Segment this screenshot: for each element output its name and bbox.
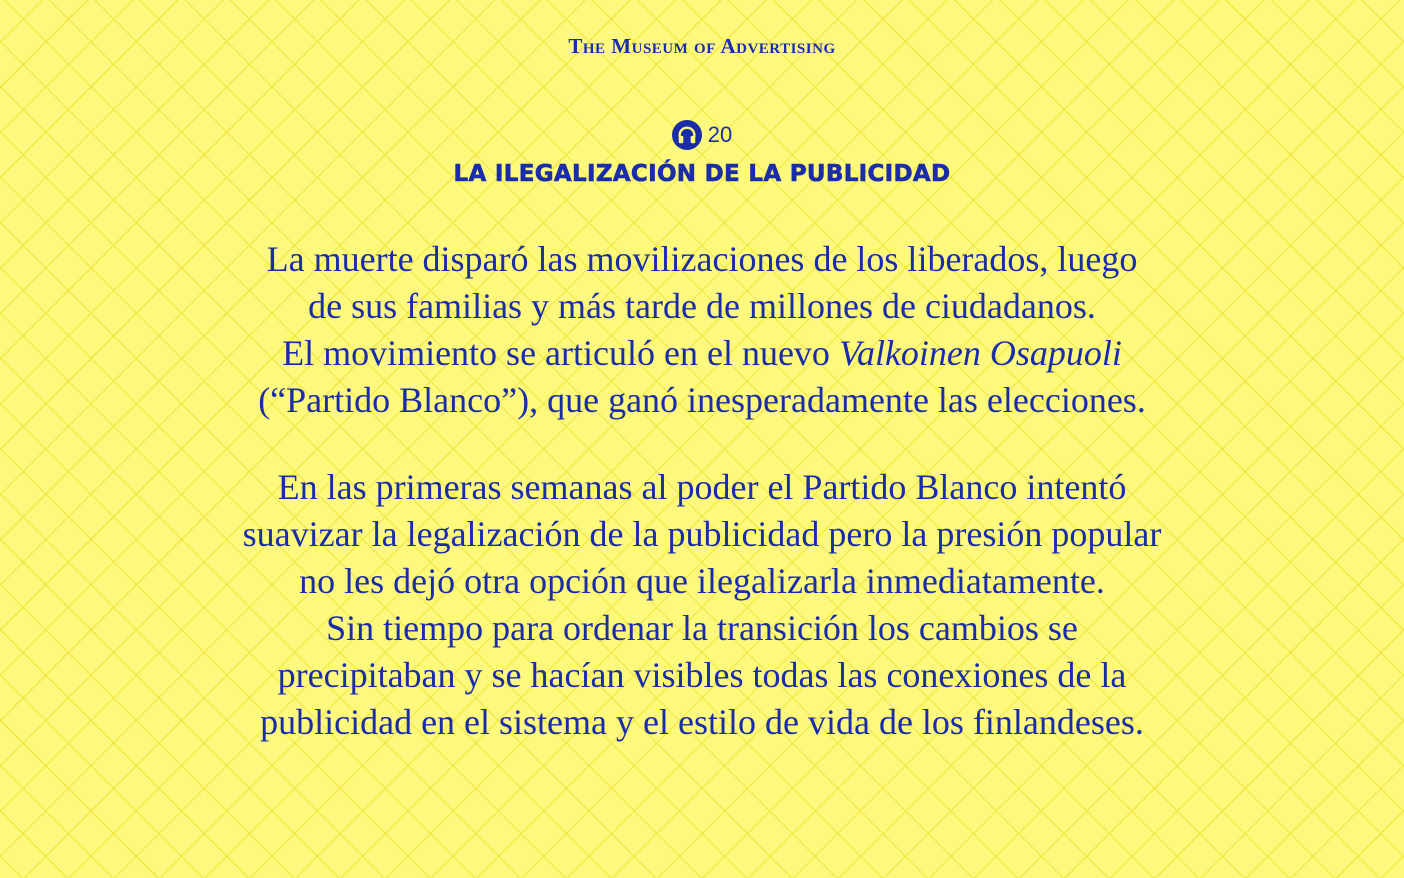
headphones-icon[interactable] [672,120,702,150]
paragraph-1 [0,236,1404,424]
paragraph-1-line-3 [0,330,1404,377]
party-name-italic: Valkoinen Osapuoli [838,333,1122,373]
paragraph-2-line-5: precipitaban y se hacían visibles todas las conexiones de la [277,655,1127,695]
paragraph-2-line-3: no les dejó otra opción que ilegalizarla inmediatamente. [299,561,1105,601]
paragraph-1-line-1: La muerte disparó las movilizaciones de los liberados, luego [266,239,1138,279]
section-heading: LA ILEGALIZACIÓN DE LA PUBLICIDAD [453,161,951,187]
audio-guide-marker[interactable] [0,120,1404,150]
museum-title: The Museum of Advertising [568,34,836,58]
paragraph-2-line-6: publicidad en el sistema y el estilo de vida de los finlandeses. [260,702,1144,742]
paragraph-2-line-1: En las primeras semanas al poder el Partido Blanco intentó [277,467,1127,507]
audio-track-number: 20 [707,122,733,147]
paragraph-2-line-4: Sin tiempo para ordenar la transición los cambios se [326,608,1078,648]
paragraph-1-line-3-text: El movimiento se articuló en el nuevo [282,333,839,373]
paragraph-2-line-2: suavizar la legalización de la publicidad pero la presión popular [242,514,1162,554]
paragraph-1-line-4: (“Partido Blanco”), que ganó inesperadamente las elecciones. [258,380,1146,420]
paragraph-1-line-2: de sus familias y más tarde de millones de ciudadanos. [308,286,1096,326]
paragraph-2 [0,464,1404,746]
